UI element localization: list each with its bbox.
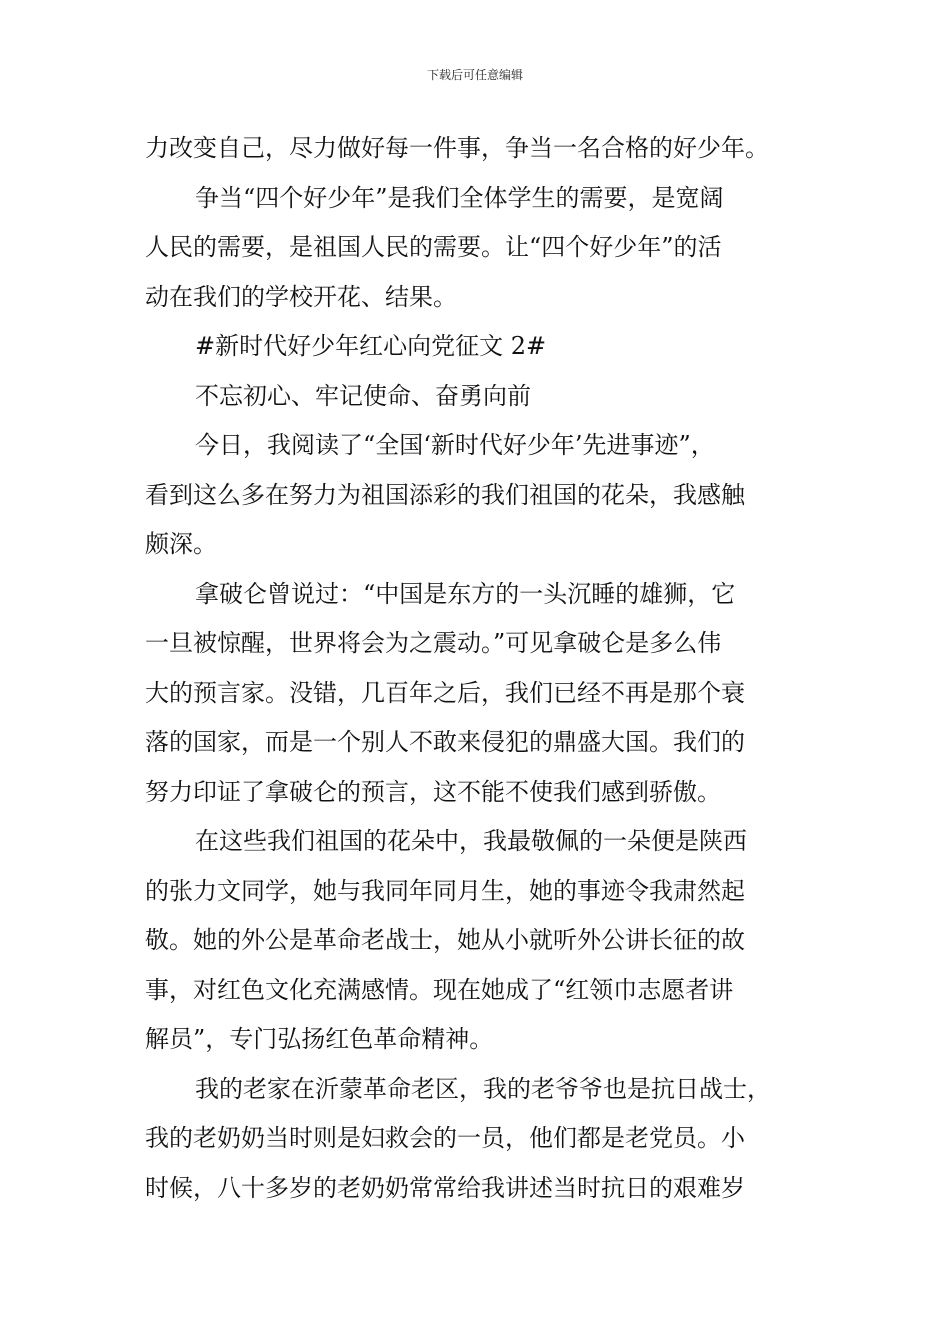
text-line: 时候，八十多岁的老奶奶常常给我讲述当时抗日的艰难岁 [145, 1173, 745, 1202]
text-line: 努力印证了拿破仑的预言，这不能不使我们感到骄傲。 [145, 777, 721, 806]
paragraph-start: 在这些我们祖国的花朵中，我最敬佩的一朵便是陕西 [195, 827, 747, 855]
text-line: 解员”，专门弘扬红色革命精神。 [145, 1025, 494, 1053]
paragraph-start: 争当“四个好少年”是我们全体学生的需要，是宽阔 [195, 183, 724, 212]
text-line: 落的国家，而是一个别人不敢来侵犯的鼎盛大国。我们的 [145, 728, 745, 756]
section-title: #新时代好少年红心向党征文 2# [195, 332, 547, 360]
text-line: 的张力文同学，她与我同年同月生，她的事迹令我肃然起 [145, 876, 745, 905]
text-line: 力改变自己，尽力做好每一件事，争当一名合格的好少年。 [145, 134, 769, 162]
essay-subtitle: 不忘初心、牢记使命、奋勇向前 [195, 381, 531, 410]
text-line: 我的老奶奶当时则是妇救会的一员，他们都是老党员。小 [145, 1124, 745, 1152]
text-line: 事，对红色文化充满感情。现在她成了“红领巾志愿者讲 [145, 975, 734, 1004]
text-line: 人民的需要，是祖国人民的需要。让“四个好少年”的活 [145, 233, 722, 261]
document-body [145, 124, 835, 1213]
text-line: 敬。她的外公是革命老战士，她从小就听外公讲长征的故 [145, 926, 745, 954]
paragraph-start: 今日，我阅读了“全国‘新时代好少年’先进事迹”， [195, 431, 715, 459]
text-line: 颇深。 [145, 530, 217, 558]
paragraph-start: 我的老家在沂蒙革命老区，我的老爷爷也是抗日战士， [195, 1074, 771, 1103]
text-line: 动在我们的学校开花、结果。 [145, 282, 457, 311]
paragraph-start: 拿破仑曾说过：“中国是东方的一头沉睡的雄狮，它 [195, 579, 736, 608]
page-header: 下载后可任意编辑 [426, 68, 523, 82]
text-line: 大的预言家。没错，几百年之后，我们已经不再是那个衰 [145, 678, 745, 707]
text-line: 看到这么多在努力为祖国添彩的我们祖国的花朵，我感触 [145, 480, 745, 509]
text-line: 一旦被惊醒，世界将会为之震动。”可见拿破仑是多么伟 [145, 629, 722, 657]
